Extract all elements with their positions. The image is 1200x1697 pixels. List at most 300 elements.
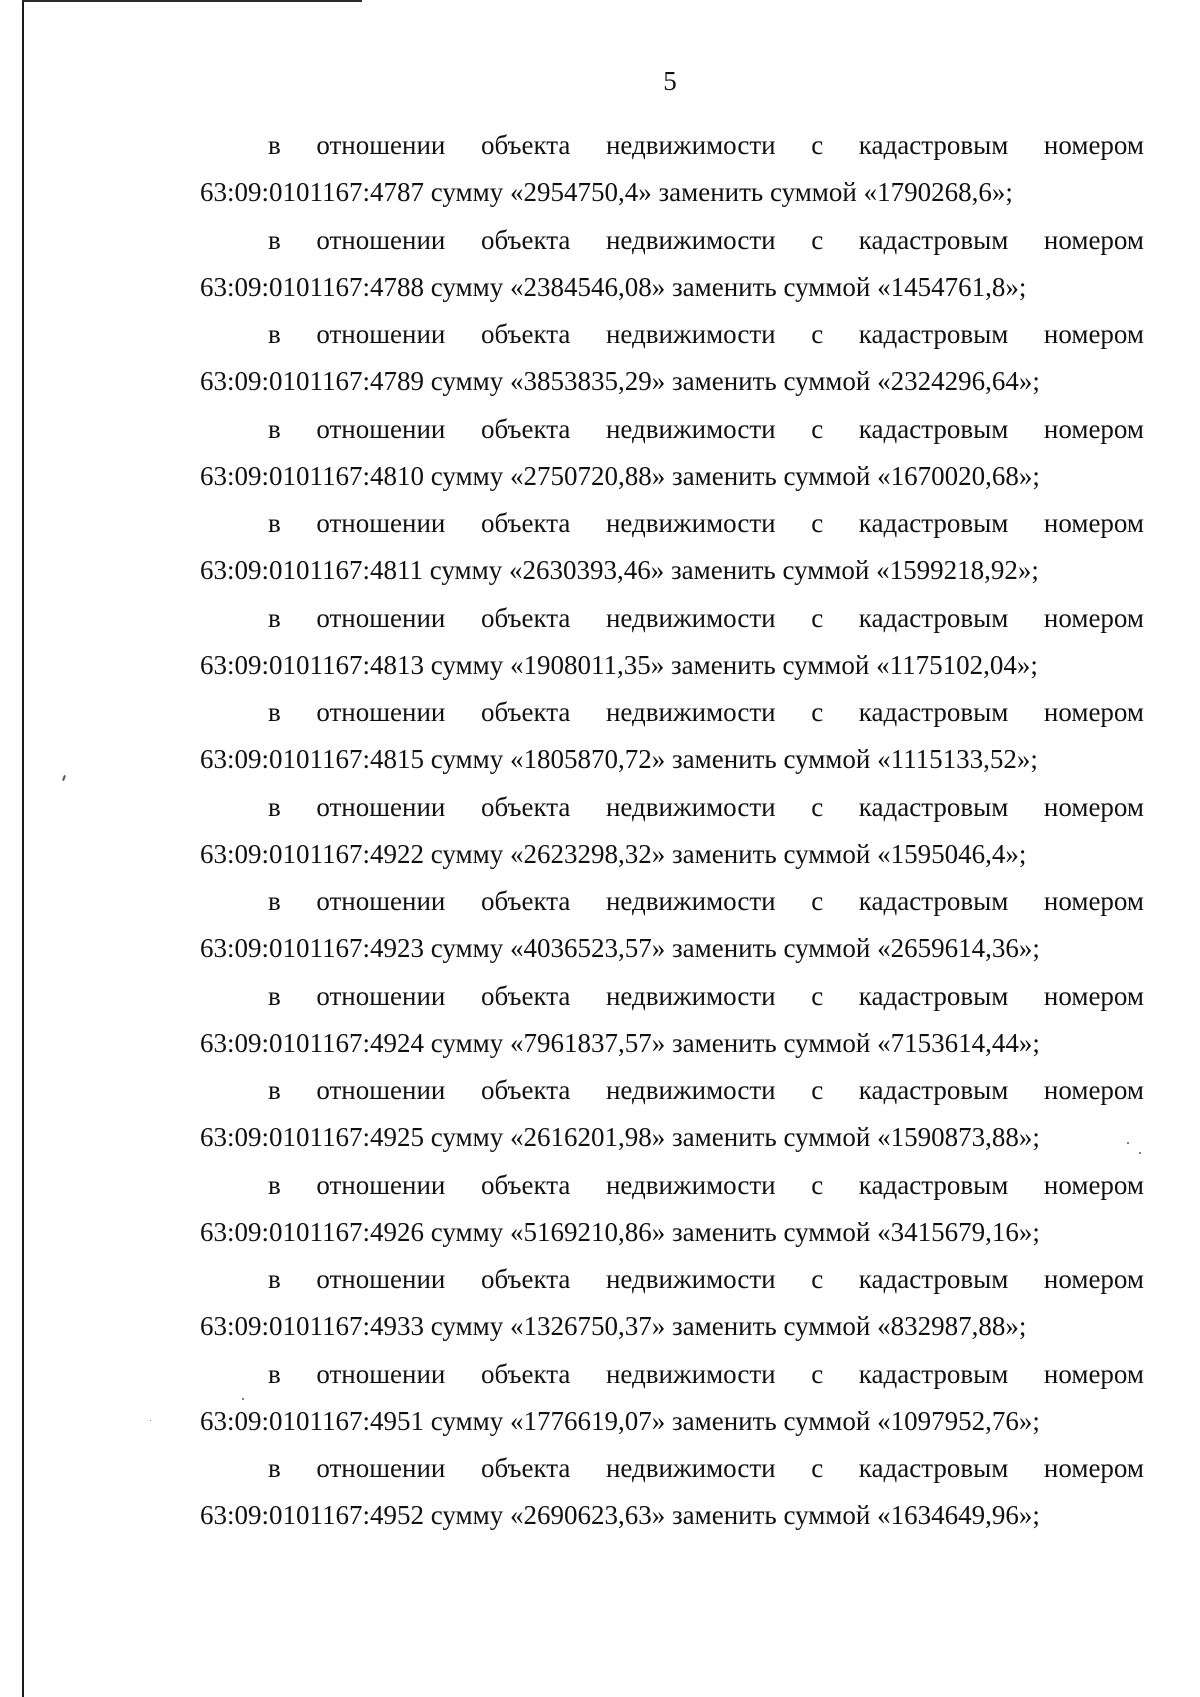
lead-word: номером bbox=[1043, 508, 1144, 538]
new-sum: 3415679,16 bbox=[890, 1216, 1019, 1247]
open-quote: « bbox=[877, 1311, 891, 1341]
open-quote: « bbox=[877, 1405, 891, 1436]
lead-word: в bbox=[268, 413, 281, 444]
old-sum: 4036523,57 bbox=[523, 933, 652, 963]
lead-word: с bbox=[811, 1075, 824, 1105]
new-sum: 1595046,4 bbox=[890, 838, 1006, 869]
close-quote: » bbox=[1018, 1027, 1033, 1058]
lead-word: кадастровым bbox=[858, 602, 1009, 633]
lead-word: кадастровым bbox=[858, 1358, 1009, 1389]
lead-word: номером bbox=[1043, 413, 1144, 444]
open-quote: « bbox=[508, 555, 523, 585]
lead-word: с bbox=[811, 1169, 824, 1200]
lead-word: в bbox=[268, 130, 281, 160]
lead-word: отношении bbox=[316, 791, 446, 822]
lead-word: с bbox=[811, 508, 824, 538]
lead-word: кадастровым bbox=[858, 224, 1009, 255]
entry-paragraph bbox=[200, 595, 1144, 690]
lead-word: кадастровым bbox=[858, 886, 1009, 916]
lead-word: кадастровым bbox=[858, 1169, 1009, 1200]
open-quote: « bbox=[509, 1311, 524, 1341]
terminator: ; bbox=[1032, 1122, 1040, 1152]
terminator: ; bbox=[1032, 1405, 1040, 1436]
replace-phrase: заменить суммой bbox=[671, 1405, 871, 1436]
sum-word: сумму bbox=[430, 366, 504, 396]
lead-word: с bbox=[811, 791, 824, 822]
old-sum: 1805870,72 bbox=[523, 744, 652, 774]
lead-word: недвижимости bbox=[605, 1169, 776, 1200]
close-quote: » bbox=[1018, 1122, 1033, 1152]
lead-word: с bbox=[811, 1264, 824, 1294]
lead-word: недвижимости bbox=[605, 791, 776, 822]
lead-word: кадастровым bbox=[858, 1075, 1009, 1105]
lead-word: номером bbox=[1043, 697, 1144, 727]
cadastral-number: 63:09:0101167:4926 bbox=[200, 1216, 425, 1247]
entry-detail-line bbox=[200, 453, 1144, 500]
close-quote: » bbox=[1016, 744, 1031, 774]
cadastral-number: 63:09:0101167:4787 bbox=[200, 177, 425, 207]
sum-word: сумму bbox=[430, 1122, 504, 1152]
close-quote: » bbox=[650, 555, 665, 585]
old-sum: 2690623,63 bbox=[523, 1500, 652, 1530]
close-quote: » bbox=[1005, 271, 1019, 302]
open-quote: « bbox=[509, 1122, 524, 1152]
new-sum: 7153614,44 bbox=[890, 1027, 1019, 1058]
old-sum: 7961837,57 bbox=[523, 1027, 652, 1058]
entry-lead-line bbox=[200, 406, 1144, 453]
lead-word: кадастровым bbox=[858, 791, 1009, 822]
lead-word: недвижимости bbox=[605, 602, 776, 633]
lead-word: в bbox=[268, 791, 281, 822]
entry-lead-line bbox=[200, 1445, 1144, 1492]
lead-word: отношении bbox=[316, 602, 446, 633]
old-sum: 2384546,08 bbox=[523, 271, 652, 302]
lead-word: недвижимости bbox=[605, 319, 776, 349]
scan-speck bbox=[150, 1420, 151, 1421]
cadastral-number: 63:09:0101167:4951 bbox=[200, 1405, 425, 1436]
lead-word: с bbox=[811, 130, 824, 160]
new-sum: 1790268,6 bbox=[877, 177, 992, 207]
open-quote: « bbox=[877, 933, 891, 963]
lead-word: номером bbox=[1043, 1264, 1144, 1294]
entry-detail-line bbox=[200, 1020, 1144, 1067]
lead-word: объекта bbox=[480, 886, 571, 916]
terminator: ; bbox=[1032, 1027, 1040, 1058]
replace-phrase: заменить суммой bbox=[671, 838, 871, 869]
lead-word: недвижимости bbox=[605, 697, 776, 727]
lead-word: в bbox=[268, 508, 281, 538]
lead-word: в bbox=[268, 1169, 281, 1200]
open-quote: « bbox=[877, 838, 891, 869]
close-quote: » bbox=[651, 460, 666, 491]
cadastral-number: 63:09:0101167:4922 bbox=[200, 838, 425, 869]
sum-word: сумму bbox=[430, 1311, 504, 1341]
lead-word: в bbox=[268, 980, 281, 1011]
page-number: 5 bbox=[663, 66, 677, 96]
old-sum: 2623298,32 bbox=[523, 838, 652, 869]
lead-word: объекта bbox=[480, 1358, 571, 1389]
close-quote: » bbox=[1018, 1405, 1033, 1436]
lead-word: объекта bbox=[480, 1453, 571, 1483]
old-sum: 5169210,86 bbox=[523, 1216, 652, 1247]
close-quote: » bbox=[651, 366, 666, 396]
lead-word: номером bbox=[1043, 1075, 1144, 1105]
sum-word: сумму bbox=[430, 460, 504, 491]
terminator: ; bbox=[1030, 744, 1038, 774]
lead-word: с bbox=[811, 1453, 824, 1483]
lead-word: отношении bbox=[316, 224, 446, 255]
lead-word: объекта bbox=[480, 224, 571, 255]
replace-phrase: заменить суммой bbox=[671, 1027, 871, 1058]
lead-word: номером bbox=[1043, 319, 1144, 349]
replace-phrase: заменить суммой bbox=[670, 555, 870, 585]
entry-paragraph bbox=[200, 689, 1144, 784]
scan-left-edge bbox=[22, 0, 24, 1697]
open-quote: « bbox=[509, 1405, 524, 1436]
close-quote: » bbox=[651, 838, 666, 869]
replace-phrase: заменить суммой bbox=[671, 1216, 871, 1247]
lead-word: с bbox=[811, 413, 824, 444]
open-quote: « bbox=[509, 838, 524, 869]
cadastral-number: 63:09:0101167:4811 bbox=[200, 555, 424, 585]
terminator: ; bbox=[1031, 555, 1039, 585]
new-sum: 1115133,52 bbox=[890, 744, 1017, 774]
new-sum: 1175102,04 bbox=[889, 649, 1017, 680]
open-quote: « bbox=[877, 1122, 891, 1152]
entry-detail-line bbox=[200, 1303, 1144, 1350]
lead-word: кадастровым bbox=[858, 1453, 1009, 1483]
close-quote: » bbox=[651, 744, 666, 774]
open-quote: « bbox=[509, 1216, 524, 1247]
lead-word: с bbox=[811, 224, 824, 255]
lead-word: отношении bbox=[316, 130, 446, 160]
close-quote: » bbox=[650, 649, 665, 680]
lead-word: отношении bbox=[316, 1453, 446, 1483]
entry-paragraph bbox=[200, 973, 1144, 1068]
open-quote: « bbox=[863, 177, 878, 207]
entry-detail-line bbox=[200, 1209, 1144, 1256]
new-sum: 2324296,64 bbox=[890, 366, 1019, 396]
terminator: ; bbox=[1032, 366, 1040, 396]
close-quote: » bbox=[991, 177, 1006, 207]
lead-word: объекта bbox=[480, 697, 571, 727]
replace-phrase: заменить суммой bbox=[671, 1500, 871, 1530]
entry-paragraph bbox=[200, 500, 1144, 595]
entry-lead-line bbox=[200, 973, 1144, 1020]
lead-word: с bbox=[811, 319, 824, 349]
open-quote: « bbox=[509, 1027, 524, 1058]
entry-lead-line bbox=[200, 1256, 1144, 1303]
entry-lead-line bbox=[200, 311, 1144, 358]
old-sum: 2630393,46 bbox=[522, 555, 651, 585]
lead-word: отношении bbox=[316, 1075, 446, 1105]
terminator: ; bbox=[1018, 1311, 1027, 1341]
sum-word: сумму bbox=[430, 1027, 504, 1058]
lead-word: объекта bbox=[480, 319, 571, 349]
terminator: ; bbox=[1032, 460, 1040, 491]
entry-detail-line bbox=[200, 736, 1144, 783]
lead-word: отношении bbox=[316, 697, 446, 727]
entry-lead-line bbox=[200, 122, 1144, 169]
lead-word: кадастровым bbox=[858, 319, 1009, 349]
lead-word: отношении bbox=[316, 1264, 446, 1294]
sum-word: сумму bbox=[430, 271, 504, 302]
open-quote: « bbox=[877, 1500, 891, 1530]
lead-word: в bbox=[268, 1264, 281, 1294]
lead-word: объекта bbox=[480, 508, 571, 538]
lead-word: номером bbox=[1043, 602, 1144, 633]
lead-word: недвижимости bbox=[605, 886, 776, 916]
open-quote: « bbox=[877, 460, 891, 491]
entry-lead-line bbox=[200, 1162, 1144, 1209]
close-quote: » bbox=[1005, 1311, 1019, 1341]
new-sum: 832987,88 bbox=[890, 1311, 1006, 1341]
entry-paragraph bbox=[200, 1162, 1144, 1257]
lead-word: в bbox=[268, 319, 281, 349]
lead-word: отношении bbox=[316, 319, 446, 349]
cadastral-number: 63:09:0101167:4923 bbox=[200, 933, 425, 963]
close-quote: » bbox=[651, 1405, 666, 1436]
old-sum: 2750720,88 bbox=[523, 460, 652, 491]
close-quote: » bbox=[651, 1122, 666, 1152]
entry-lead-line bbox=[200, 595, 1144, 642]
lead-word: с bbox=[811, 886, 824, 916]
open-quote: « bbox=[877, 1216, 891, 1247]
lead-word: недвижимости bbox=[605, 1358, 776, 1389]
lead-word: недвижимости bbox=[605, 413, 776, 444]
lead-word: в bbox=[268, 697, 281, 727]
replace-phrase: заменить суммой bbox=[671, 744, 871, 774]
close-quote: » bbox=[1018, 460, 1033, 491]
lead-word: недвижимости bbox=[605, 508, 776, 538]
lead-word: кадастровым bbox=[858, 697, 1009, 727]
entries-list bbox=[200, 122, 1144, 1540]
close-quote: » bbox=[1017, 555, 1032, 585]
entry-paragraph bbox=[200, 406, 1144, 501]
open-quote: « bbox=[509, 933, 524, 963]
old-sum: 1908011,35 bbox=[523, 649, 651, 680]
entry-paragraph bbox=[200, 1256, 1144, 1351]
close-quote: » bbox=[651, 1216, 666, 1247]
open-quote: « bbox=[877, 271, 891, 302]
lead-word: с bbox=[811, 697, 824, 727]
close-quote: » bbox=[651, 933, 666, 963]
replace-phrase: заменить суммой bbox=[671, 1122, 871, 1152]
open-quote: « bbox=[877, 366, 891, 396]
terminator: ; bbox=[1032, 1216, 1040, 1247]
entry-lead-line bbox=[200, 1067, 1144, 1114]
lead-word: номером bbox=[1043, 886, 1144, 916]
entry-detail-line bbox=[200, 547, 1144, 594]
entry-detail-line bbox=[200, 831, 1144, 878]
new-sum: 1634649,96 bbox=[890, 1500, 1019, 1530]
lead-word: с bbox=[811, 602, 824, 633]
open-quote: « bbox=[509, 366, 524, 396]
cadastral-number: 63:09:0101167:4810 bbox=[200, 460, 425, 491]
lead-word: кадастровым bbox=[858, 413, 1009, 444]
lead-word: в bbox=[268, 1358, 281, 1389]
scan-top-edge bbox=[22, 0, 362, 2]
open-quote: « bbox=[877, 1027, 891, 1058]
lead-word: отношении bbox=[316, 508, 446, 538]
entry-detail-line bbox=[200, 1492, 1144, 1539]
lead-word: отношении bbox=[316, 886, 446, 916]
cadastral-number: 63:09:0101167:4789 bbox=[200, 366, 425, 396]
sum-word: сумму bbox=[430, 1216, 504, 1247]
cadastral-number: 63:09:0101167:4925 bbox=[200, 1122, 425, 1152]
new-sum: 1097952,76 bbox=[890, 1405, 1019, 1436]
entry-paragraph bbox=[200, 878, 1144, 973]
open-quote: « bbox=[509, 1500, 524, 1530]
replace-phrase: заменить суммой bbox=[658, 177, 857, 207]
sum-word: сумму bbox=[430, 1500, 504, 1530]
terminator: ; bbox=[1030, 649, 1038, 680]
terminator: ; bbox=[1018, 271, 1027, 302]
lead-word: объекта bbox=[480, 1075, 571, 1105]
lead-word: отношении bbox=[316, 413, 446, 444]
old-sum: 1776619,07 bbox=[523, 1405, 652, 1436]
old-sum: 2954750,4 bbox=[523, 177, 639, 207]
lead-word: отношении bbox=[316, 1358, 446, 1389]
close-quote: » bbox=[651, 271, 666, 302]
entry-detail-line bbox=[200, 642, 1144, 689]
sum-word: сумму bbox=[430, 838, 504, 869]
replace-phrase: заменить суммой bbox=[671, 271, 871, 302]
entry-paragraph bbox=[200, 217, 1144, 312]
entry-paragraph bbox=[200, 1067, 1144, 1162]
lead-word: в bbox=[268, 1453, 281, 1483]
open-quote: « bbox=[509, 744, 524, 774]
close-quote: » bbox=[651, 1500, 666, 1530]
lead-word: объекта bbox=[480, 413, 571, 444]
sum-word: сумму bbox=[430, 177, 504, 207]
entry-detail-line bbox=[200, 264, 1144, 311]
replace-phrase: заменить суммой bbox=[670, 649, 870, 680]
entry-lead-line bbox=[200, 217, 1144, 264]
entry-detail-line bbox=[200, 169, 1144, 216]
lead-word: объекта bbox=[480, 980, 571, 1011]
lead-word: объекта bbox=[480, 1169, 571, 1200]
new-sum: 1599218,92 bbox=[889, 555, 1018, 585]
lead-word: недвижимости bbox=[605, 130, 776, 160]
close-quote: » bbox=[651, 1311, 666, 1341]
lead-word: объекта bbox=[480, 602, 571, 633]
entry-paragraph bbox=[200, 784, 1144, 879]
new-sum: 2659614,36 bbox=[890, 933, 1019, 963]
lead-word: с bbox=[811, 1358, 824, 1389]
entry-detail-line bbox=[200, 925, 1144, 972]
replace-phrase: заменить суммой bbox=[671, 460, 871, 491]
lead-word: номером bbox=[1043, 791, 1144, 822]
lead-word: недвижимости bbox=[605, 224, 776, 255]
entry-paragraph bbox=[200, 122, 1144, 217]
entry-lead-line bbox=[200, 500, 1144, 547]
lead-word: номером bbox=[1043, 1169, 1144, 1200]
lead-word: отношении bbox=[316, 1169, 446, 1200]
lead-word: номером bbox=[1043, 1453, 1144, 1483]
open-quote: « bbox=[509, 460, 524, 491]
lead-word: в bbox=[268, 1075, 281, 1105]
entry-detail-line bbox=[200, 1114, 1144, 1161]
lead-word: в bbox=[268, 886, 281, 916]
lead-word: номером bbox=[1043, 1358, 1144, 1389]
replace-phrase: заменить суммой bbox=[671, 1311, 871, 1341]
open-quote: « bbox=[877, 744, 891, 774]
entry-paragraph bbox=[200, 1351, 1144, 1446]
replace-phrase: заменить суммой bbox=[671, 933, 871, 963]
new-sum: 1670020,68 bbox=[890, 460, 1019, 491]
close-quote: » bbox=[1016, 649, 1031, 680]
open-quote: « bbox=[509, 649, 524, 680]
close-quote: » bbox=[1005, 838, 1019, 869]
cadastral-number: 63:09:0101167:4788 bbox=[200, 271, 425, 302]
cadastral-number: 63:09:0101167:4924 bbox=[200, 1027, 425, 1058]
sum-word: сумму bbox=[430, 1405, 504, 1436]
entry-lead-line bbox=[200, 784, 1144, 831]
lead-word: недвижимости bbox=[605, 1075, 776, 1105]
new-sum: 1454761,8 bbox=[890, 271, 1006, 302]
sum-word: сумму bbox=[429, 555, 503, 585]
entry-lead-line bbox=[200, 1351, 1144, 1398]
entry-detail-line bbox=[200, 1398, 1144, 1445]
lead-word: кадастровым bbox=[858, 1264, 1009, 1294]
lead-word: кадастровым bbox=[858, 130, 1009, 160]
cadastral-number: 63:09:0101167:4815 bbox=[200, 744, 425, 774]
entry-paragraph bbox=[200, 1445, 1144, 1540]
lead-word: кадастровым bbox=[858, 980, 1009, 1011]
lead-word: объекта bbox=[480, 791, 571, 822]
lead-word: недвижимости bbox=[605, 1453, 776, 1483]
old-sum: 1326750,37 bbox=[523, 1311, 652, 1341]
terminator: ; bbox=[1032, 1500, 1040, 1530]
entry-lead-line bbox=[200, 878, 1144, 925]
close-quote: » bbox=[638, 177, 652, 207]
open-quote: « bbox=[509, 177, 524, 207]
cadastral-number: 63:09:0101167:4813 bbox=[200, 649, 425, 680]
close-quote: » bbox=[1018, 933, 1033, 963]
old-sum: 3853835,29 bbox=[523, 366, 652, 396]
open-quote: « bbox=[876, 555, 890, 585]
close-quote: » bbox=[1018, 1500, 1033, 1530]
entry-lead-line bbox=[200, 689, 1144, 736]
replace-phrase: заменить суммой bbox=[671, 366, 871, 396]
lead-word: в bbox=[268, 224, 281, 255]
new-sum: 1590873,88 bbox=[890, 1122, 1019, 1152]
close-quote: » bbox=[651, 1027, 666, 1058]
terminator: ; bbox=[1018, 838, 1027, 869]
close-quote: » bbox=[1018, 366, 1033, 396]
entry-paragraph bbox=[200, 311, 1144, 406]
old-sum: 2616201,98 bbox=[523, 1122, 652, 1152]
lead-word: недвижимости bbox=[605, 1264, 776, 1294]
lead-word: номером bbox=[1043, 980, 1144, 1011]
open-quote: « bbox=[876, 649, 890, 680]
sum-word: сумму bbox=[430, 649, 504, 680]
lead-word: отношении bbox=[316, 980, 446, 1011]
lead-word: кадастровым bbox=[858, 508, 1009, 538]
lead-word: с bbox=[811, 980, 824, 1011]
entry-detail-line bbox=[200, 358, 1144, 405]
close-quote: » bbox=[1018, 1216, 1033, 1247]
terminator: ; bbox=[1032, 933, 1040, 963]
lead-word: объекта bbox=[480, 1264, 571, 1294]
sum-word: сумму bbox=[430, 933, 504, 963]
lead-word: в bbox=[268, 602, 281, 633]
lead-word: объекта bbox=[480, 130, 571, 160]
lead-word: недвижимости bbox=[605, 980, 776, 1011]
scan-speck bbox=[62, 775, 66, 781]
terminator: ; bbox=[1005, 177, 1013, 207]
